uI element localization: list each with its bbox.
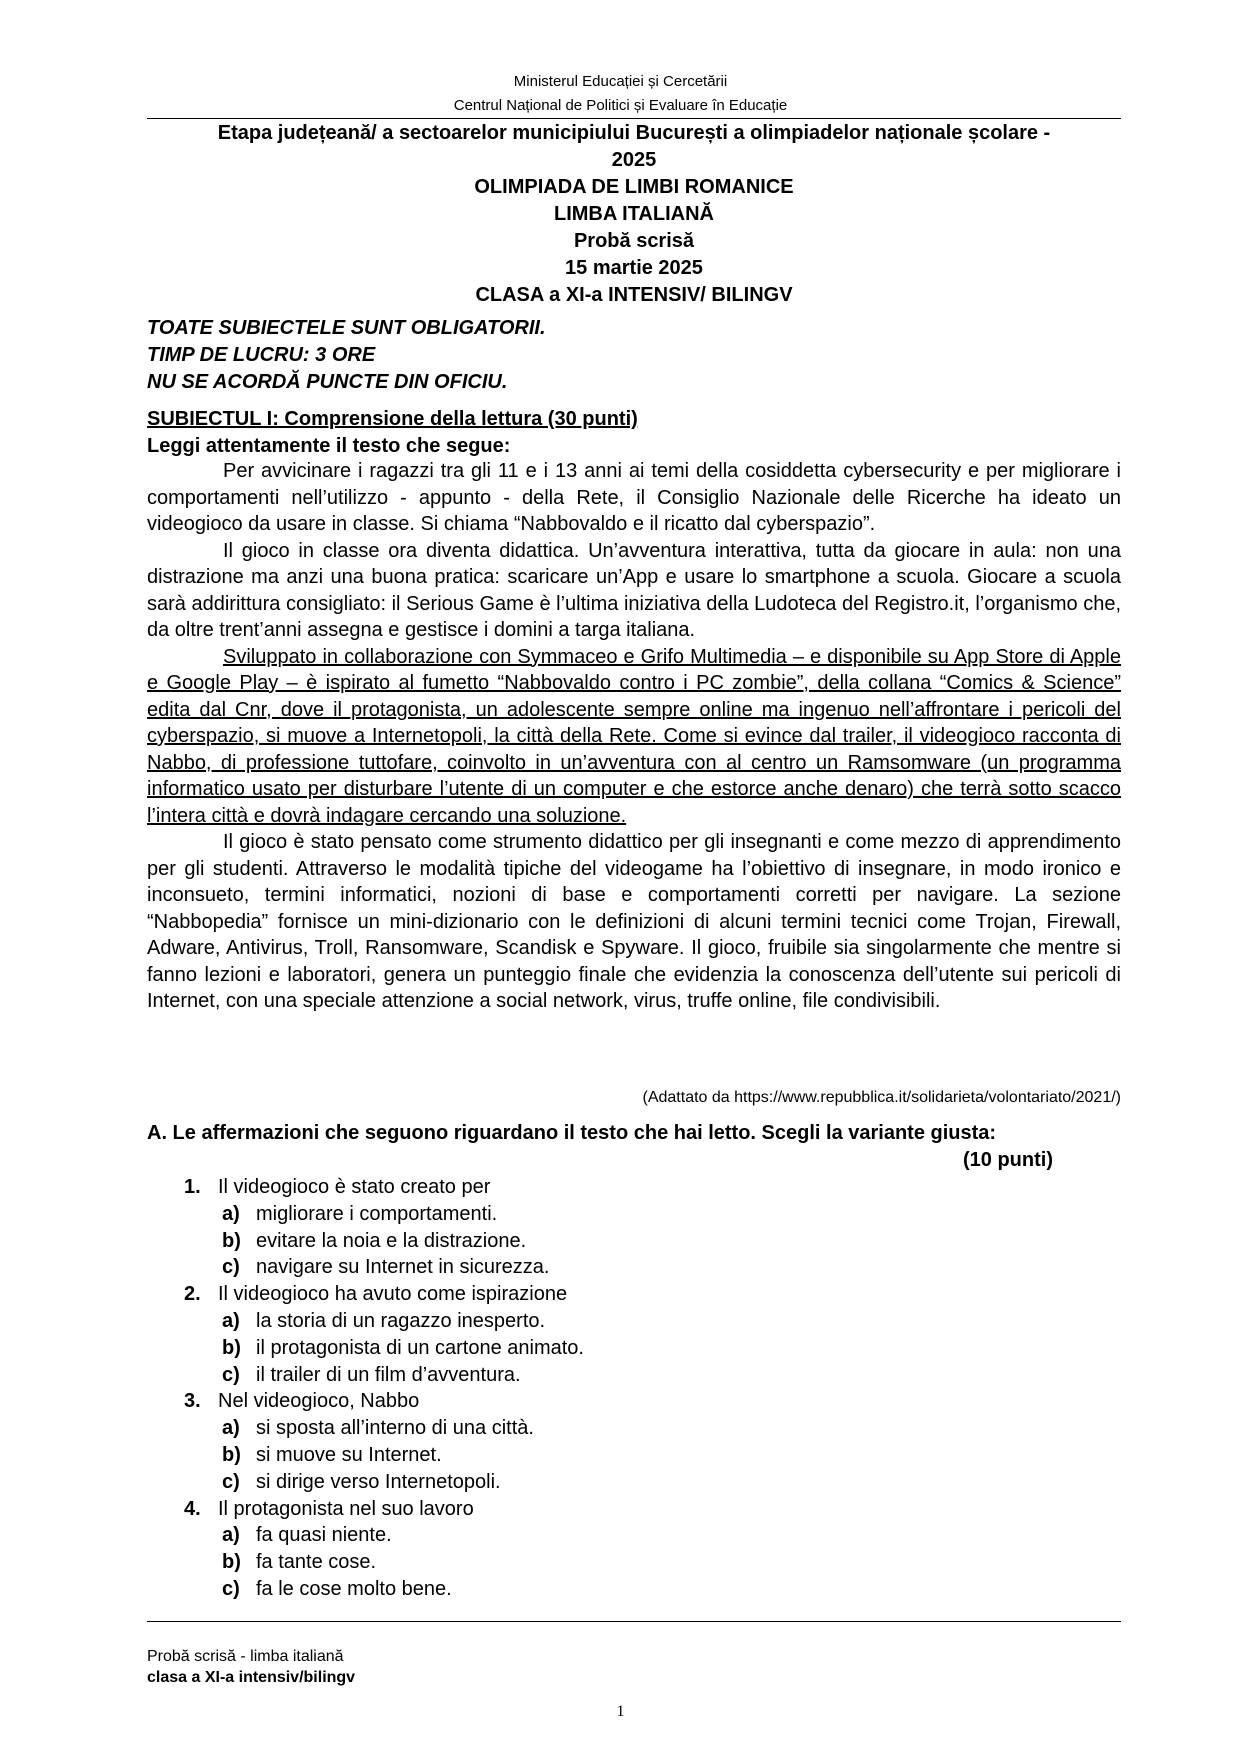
option-text: si sposta all’interno di una città. (256, 1417, 534, 1440)
footer-rule (147, 1621, 1121, 1622)
question-text: Nel videogioco, Nabbo (218, 1390, 420, 1413)
option-text: il protagonista di un cartone animato. (256, 1336, 584, 1359)
subject-instruction: Leggi attentamente il testo che segue: (147, 435, 511, 457)
answer-option (184, 1254, 1084, 1281)
option-letter: c) (222, 1470, 240, 1493)
option-text: navigare su Internet in sicurezza. (256, 1256, 550, 1279)
question-stem (184, 1496, 1084, 1523)
question-number: 1. (184, 1176, 201, 1198)
header-center: Centrul Național de Politici și Evaluare în Educație (453, 97, 788, 114)
question-number: 3. (184, 1390, 201, 1413)
footer-line: Probă scrisă - limba italiană (147, 1648, 344, 1665)
title-line: Etapa județeană/ a sectoarelor municipiului București a olimpiadelor naționale școlare - (217, 122, 1051, 144)
instruction-line: TOATE SUBIECTELE SUNT OBLIGATORII. (147, 317, 546, 339)
option-letter: b) (222, 1229, 241, 1252)
question-list (184, 1174, 1084, 1603)
answer-option (184, 1201, 1084, 1228)
footer-line-bold: clasa a XI-a intensiv/bilingv (147, 1669, 356, 1686)
question-item (184, 1388, 1084, 1495)
option-text: fa le cose molto bene. (256, 1577, 452, 1600)
source-citation: (Adattato da https://www.repubblica.it/solidarieta/volontariato/2021/) (642, 1089, 1121, 1106)
title-line: CLASA a XI-a INTENSIV/ BILINGV (475, 284, 793, 306)
answer-option (184, 1415, 1084, 1442)
document-title (147, 120, 1121, 309)
question-text: Il videogioco è stato creato per (218, 1176, 491, 1198)
exam-instructions (147, 315, 1121, 396)
question-stem (184, 1388, 1084, 1415)
answer-option (184, 1308, 1084, 1335)
answer-option (184, 1469, 1084, 1496)
title-line: 15 martie 2025 (565, 257, 703, 279)
reading-passage (147, 458, 1121, 1015)
question-text: Il protagonista nel suo lavoro (218, 1497, 474, 1520)
option-letter: a) (222, 1417, 240, 1440)
header-rule (147, 118, 1121, 119)
subject-title: SUBIECTUL I: Comprensione della lettura (30 punti) (147, 408, 638, 430)
passage-paragraph: Per avvicinare i ragazzi tra gli 11 e i 13 anni ai temi della cosiddetta cybersecurity e per migliorare i comportamenti nell’utilizzo - appunto - della Rete, il Consiglio Nazionale delle Ricerche ha ideato un videogioco da usare in classe. Si chiama “Nabbovaldo e il ricatto dal cyberspazio”. (147, 460, 1121, 535)
question-item (184, 1281, 1084, 1388)
title-line: 2025 (611, 149, 657, 171)
title-line: Probă scrisă (573, 230, 695, 252)
footer (147, 1646, 355, 1688)
option-letter: c) (222, 1577, 240, 1600)
option-letter: c) (222, 1256, 240, 1279)
instruction-line: TIMP DE LUCRU: 3 ORE (147, 344, 376, 366)
option-letter: a) (222, 1202, 240, 1225)
option-letter: c) (222, 1363, 240, 1386)
answer-option (184, 1442, 1084, 1469)
option-letter: b) (222, 1336, 241, 1359)
question-item (184, 1496, 1084, 1603)
option-text: fa quasi niente. (256, 1524, 392, 1547)
answer-option (184, 1549, 1084, 1576)
question-item (184, 1174, 1084, 1281)
passage-paragraph: Il gioco è stato pensato come strumento didattico per gli insegnanti e come mezzo di apprendimento per gli studenti. Attraverso le modalità tipiche del videogame ha l’obiettivo di insegnare, in modo ironico e inconsueto, termini informatici, nozioni di base e comportamenti corretti per navigare. La sezione “Nabbopedia” fornisce un mini-dizionario con le definizioni di alcuni termini tecnici come Trojan, Firewall, Adware, Antivirus, Troll, Ransomware, Scandisk e Spyware. Il gioco, fruibile sia singolarmente che mentre si fanno lezioni e laboratori, genera un punteggio finale che evidenzia la conoscenza dell’utente sui pericoli di Internet, con una speciale attenzione a social network, virus, truffe online, file condivisibili. (147, 831, 1121, 1012)
instruction-line: NU SE ACORDĂ PUNCTE DIN OFICIU. (147, 371, 508, 393)
page-number: 1 (616, 1703, 625, 1720)
title-line: OLIMPIADA DE LIMBI ROMANICE (474, 176, 794, 198)
option-text: si dirige verso Internetopoli. (256, 1470, 501, 1493)
option-letter: b) (222, 1551, 241, 1574)
option-letter: a) (222, 1309, 240, 1332)
answer-option (184, 1335, 1084, 1362)
option-text: fa tante cose. (256, 1551, 377, 1574)
answer-option (184, 1362, 1084, 1389)
header-ministry: Ministerul Educației și Cercetării (513, 73, 728, 90)
subject-heading (147, 406, 638, 460)
option-text: evitare la noia e la distrazione. (256, 1229, 527, 1252)
passage-paragraph: Il gioco in classe ora diventa didattica. Un’avventura interattiva, tutta da giocare in aula: non una distrazione ma anzi una buona pratica: scaricare un’App e usare lo smartphone a scuola. Giocare a scuola sarà addirittura consigliato: il Serious Game è l’ultima iniziativa della Ludoteca del Registro.it, l’organismo che, da oltre trent’anni assegna e gestisce i domini a targa italiana. (147, 539, 1121, 641)
option-text: il trailer di un film d’avventura. (256, 1363, 521, 1386)
option-letter: a) (222, 1524, 240, 1547)
answer-option (184, 1228, 1084, 1255)
answer-option (184, 1576, 1084, 1603)
passage-paragraph-underlined: Sviluppato in collaborazione con Symmaceo e Grifo Multimedia – e disponibile su App Store di Apple e Google Play – è ispirato al fumetto “Nabbovaldo contro i PC zombie”, della collana “Comics & Science” edita dal Cnr, dove il protagonista, un adolescente sempre online ma ingenuo nell’affrontare i pericoli del cyberspazio, si muove a Internetopoli, la città della Rete. Come si evince dal trailer, il videogioco racconta di Nabbo, di professione tuttofare, coinvolto in un’avventura con al centro un Ramsomware (un programma informatico usato per disturbare l’utente di un computer e che estorce anche denaro) che terrà sotto scacco l’intera città e dovrà indagare cercando una soluzione. (147, 645, 1121, 827)
question-number: 4. (184, 1497, 201, 1520)
section-a-points: (10 punti) (963, 1149, 1053, 1171)
option-text: si muove su Internet. (256, 1443, 442, 1466)
section-a-heading: A. Le affermazioni che seguono riguardano il testo che hai letto. Scegli la variante giusta: (147, 1122, 997, 1144)
question-stem (184, 1281, 1084, 1308)
question-stem (184, 1174, 1084, 1201)
option-text: migliorare i comportamenti. (256, 1202, 498, 1225)
question-text: Il videogioco ha avuto come ispirazione (218, 1283, 568, 1306)
option-letter: b) (222, 1443, 241, 1466)
title-line: LIMBA ITALIANĂ (554, 203, 714, 225)
answer-option (184, 1522, 1084, 1549)
question-number: 2. (184, 1283, 201, 1306)
option-text: la storia di un ragazzo inesperto. (256, 1309, 546, 1332)
